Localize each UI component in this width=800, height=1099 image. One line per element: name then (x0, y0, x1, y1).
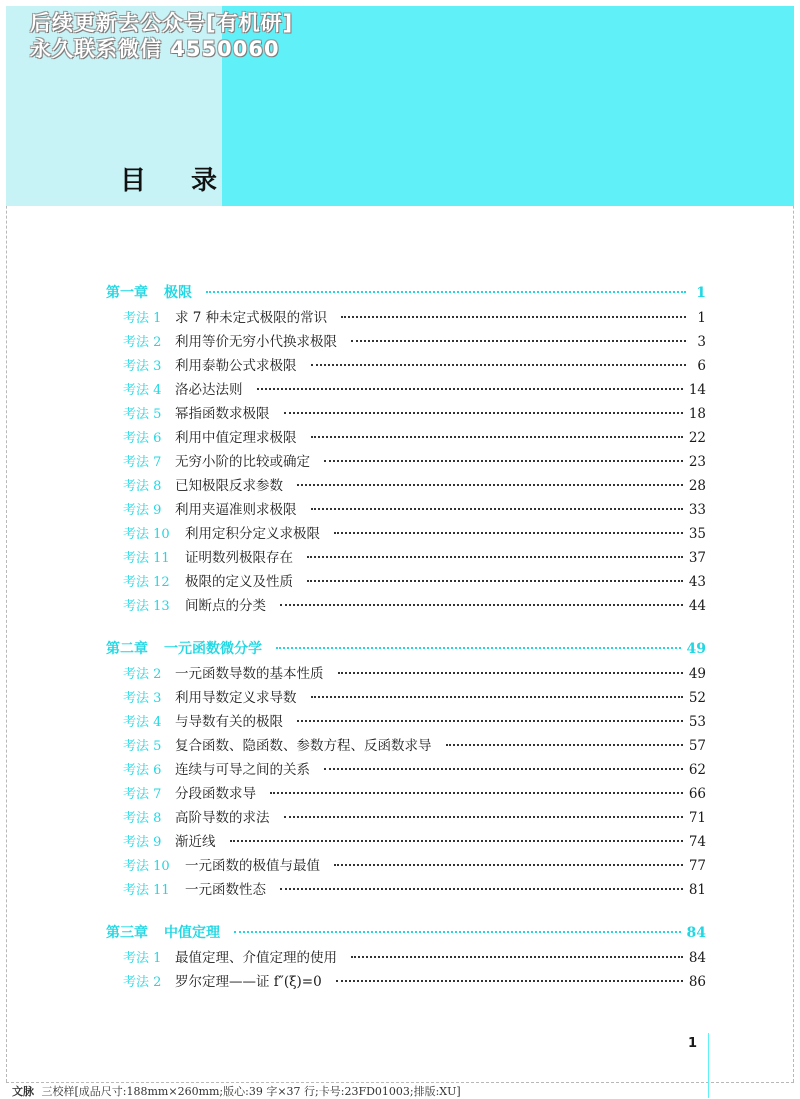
entry-page-number: 52 (688, 690, 706, 706)
dot-leader (311, 436, 683, 438)
entry-title: 最值定理、介值定理的使用 (175, 950, 337, 966)
toc-entry[interactable] (106, 474, 706, 498)
entry-title: 求 7 种未定式极限的常识 (175, 310, 328, 326)
entry-label: 考法 13 (123, 599, 170, 614)
entry-page-number: 33 (688, 502, 706, 518)
toc-entry[interactable] (106, 662, 706, 686)
chapter-heading[interactable] (106, 638, 706, 662)
table-of-contents (106, 282, 706, 1014)
entry-page-number: 44 (688, 598, 706, 614)
entry-label: 考法 7 (123, 455, 162, 470)
entry-title: 渐近线 (175, 834, 216, 850)
entry-page-number: 86 (688, 974, 706, 990)
entry-page-number: 53 (688, 714, 706, 730)
entry-title: 复合函数、隐函数、参数方程、反函数求导 (175, 738, 432, 754)
dot-leader (284, 412, 683, 414)
chapter-page-number: 84 (686, 925, 706, 941)
entry-title: 已知极限反求参数 (175, 478, 283, 494)
entry-page-number: 14 (688, 382, 706, 398)
toc-entry[interactable] (106, 306, 706, 330)
toc-entry[interactable] (106, 450, 706, 474)
entry-label: 考法 6 (123, 763, 162, 778)
entry-title: 一元函数导数的基本性质 (175, 666, 324, 682)
watermark-line-2: 永久联系微信 4550060 (30, 37, 280, 61)
chapter-section (106, 922, 706, 994)
dot-leader (230, 840, 683, 842)
dot-leader (206, 291, 686, 293)
entry-title: 极限的定义及性质 (185, 574, 293, 590)
entry-page-number: 22 (688, 430, 706, 446)
entry-title: 无穷小阶的比较或确定 (175, 454, 310, 470)
entry-label: 考法 2 (123, 335, 162, 350)
entry-label: 考法 4 (123, 383, 162, 398)
entry-page-number: 49 (688, 666, 706, 682)
entry-page-number: 43 (688, 574, 706, 590)
print-footer (12, 1083, 461, 1099)
entry-label: 考法 2 (123, 667, 162, 682)
chapter-number: 第三章 (106, 925, 148, 941)
entry-page-number: 35 (688, 526, 706, 542)
dot-leader (338, 672, 683, 674)
toc-entry[interactable] (106, 378, 706, 402)
toc-entry[interactable] (106, 854, 706, 878)
dot-leader (336, 980, 683, 982)
entry-title: 连续与可导之间的关系 (175, 762, 310, 778)
dot-leader (446, 744, 683, 746)
entry-title: 一元函数性态 (185, 882, 266, 898)
chapter-heading[interactable] (106, 922, 706, 946)
watermark-line-1: 后续更新去公众号[有机研] (30, 11, 294, 35)
entry-title: 利用夹逼准则求极限 (175, 502, 297, 518)
chapter-page-number: 1 (696, 285, 706, 301)
entry-label: 考法 3 (123, 359, 162, 374)
entry-title: 利用导数定义求导数 (175, 690, 297, 706)
entry-page-number: 57 (688, 738, 706, 754)
entry-page-number: 6 (697, 358, 706, 374)
footer-text: 三校样[成品尺寸:188mm×260mm;版心:39 字×37 行;卡号:23FD01003;排版:XU] (41, 1085, 461, 1098)
chapter-section (106, 638, 706, 902)
chapter-title: 中值定理 (164, 925, 220, 941)
dot-leader (334, 532, 683, 534)
toc-entry[interactable] (106, 758, 706, 782)
entry-label: 考法 9 (123, 503, 162, 518)
entry-label: 考法 5 (123, 407, 162, 422)
entry-title: 利用定积分定义求极限 (185, 526, 320, 542)
entry-label: 考法 8 (123, 811, 162, 826)
header-band-dark (222, 6, 794, 206)
entry-title: 罗尔定理——证 f″(ξ)=0 (175, 974, 322, 990)
dot-leader (324, 460, 683, 462)
entry-label: 考法 4 (123, 715, 162, 730)
toc-entry[interactable] (106, 830, 706, 854)
chapter-page-number: 49 (686, 641, 706, 657)
entry-label: 考法 9 (123, 835, 162, 850)
dot-leader (351, 340, 686, 342)
dot-leader (276, 647, 681, 649)
entry-page-number: 66 (688, 786, 706, 802)
toc-entry[interactable] (106, 686, 706, 710)
entry-label: 考法 1 (123, 311, 162, 326)
dot-leader (234, 931, 681, 933)
dot-leader (307, 556, 683, 558)
entry-label: 考法 3 (123, 691, 162, 706)
entry-title: 幂指函数求极限 (175, 406, 270, 422)
toc-entry[interactable] (106, 354, 706, 378)
entry-label: 考法 5 (123, 739, 162, 754)
entry-label: 考法 7 (123, 787, 162, 802)
entry-page-number: 37 (688, 550, 706, 566)
dot-leader (270, 792, 683, 794)
entry-label: 考法 11 (123, 883, 170, 898)
dot-leader (297, 484, 683, 486)
entry-title: 利用泰勒公式求极限 (175, 358, 297, 374)
page-number: 1 (688, 1036, 698, 1051)
entry-page-number: 18 (688, 406, 706, 422)
toc-entry[interactable] (106, 522, 706, 546)
dot-leader (334, 864, 683, 866)
entry-label: 考法 8 (123, 479, 162, 494)
toc-entry[interactable] (106, 402, 706, 426)
entry-page-number: 77 (688, 858, 706, 874)
dot-leader (311, 696, 683, 698)
dot-leader (311, 364, 687, 366)
entry-title: 分段函数求导 (175, 786, 256, 802)
entry-title: 间断点的分类 (185, 598, 266, 614)
entry-label: 考法 1 (123, 951, 162, 966)
entry-page-number: 3 (697, 334, 706, 350)
watermark (30, 10, 293, 62)
entry-page-number: 84 (688, 950, 706, 966)
dot-leader (257, 388, 683, 390)
toc-entry[interactable] (106, 734, 706, 758)
entry-page-number: 74 (688, 834, 706, 850)
dot-leader (341, 316, 686, 318)
dot-leader (307, 580, 683, 582)
chapter-number: 第一章 (106, 285, 148, 301)
entry-page-number: 71 (688, 810, 706, 826)
toc-entry[interactable] (106, 546, 706, 570)
entry-label: 考法 10 (123, 859, 170, 874)
toc-entry[interactable] (106, 710, 706, 734)
entry-page-number: 1 (697, 310, 706, 326)
entry-page-number: 23 (688, 454, 706, 470)
chapter-number: 第二章 (106, 641, 148, 657)
page-title: 目 录 (120, 166, 236, 196)
entry-label: 考法 12 (123, 575, 170, 590)
entry-title: 证明数列极限存在 (185, 550, 293, 566)
chapter-heading[interactable] (106, 282, 706, 306)
toc-entry[interactable] (106, 426, 706, 450)
entry-page-number: 28 (688, 478, 706, 494)
toc-entry[interactable] (106, 330, 706, 354)
entry-label: 考法 2 (123, 975, 162, 990)
entry-label: 考法 11 (123, 551, 170, 566)
entry-label: 考法 10 (123, 527, 170, 542)
toc-entry[interactable] (106, 878, 706, 902)
entry-title: 利用中值定理求极限 (175, 430, 297, 446)
chapter-title: 一元函数微分学 (164, 641, 262, 657)
entry-title: 高阶导数的求法 (175, 810, 270, 826)
toc-entry[interactable] (106, 498, 706, 522)
toc-entry[interactable] (106, 782, 706, 806)
dot-leader (280, 604, 683, 606)
entry-title: 利用等价无穷小代换求极限 (175, 334, 337, 350)
footer-brand: 文脉 (12, 1085, 34, 1098)
entry-label: 考法 6 (123, 431, 162, 446)
dot-leader (351, 956, 683, 958)
chapter-title: 极限 (164, 285, 192, 301)
dot-leader (311, 508, 683, 510)
entry-page-number: 81 (688, 882, 706, 898)
entry-title: 洛必达法则 (175, 382, 243, 398)
toc-entry[interactable] (106, 594, 706, 618)
dot-leader (324, 768, 683, 770)
toc-entry[interactable] (106, 570, 706, 594)
dot-leader (297, 720, 683, 722)
dot-leader (280, 888, 683, 890)
entry-page-number: 62 (688, 762, 706, 778)
toc-entry[interactable] (106, 970, 706, 994)
dot-leader (284, 816, 683, 818)
page-number-rule (708, 1033, 709, 1098)
toc-entry[interactable] (106, 806, 706, 830)
entry-title: 与导数有关的极限 (175, 714, 283, 730)
chapter-section (106, 282, 706, 618)
toc-entry[interactable] (106, 946, 706, 970)
entry-title: 一元函数的极值与最值 (185, 858, 320, 874)
